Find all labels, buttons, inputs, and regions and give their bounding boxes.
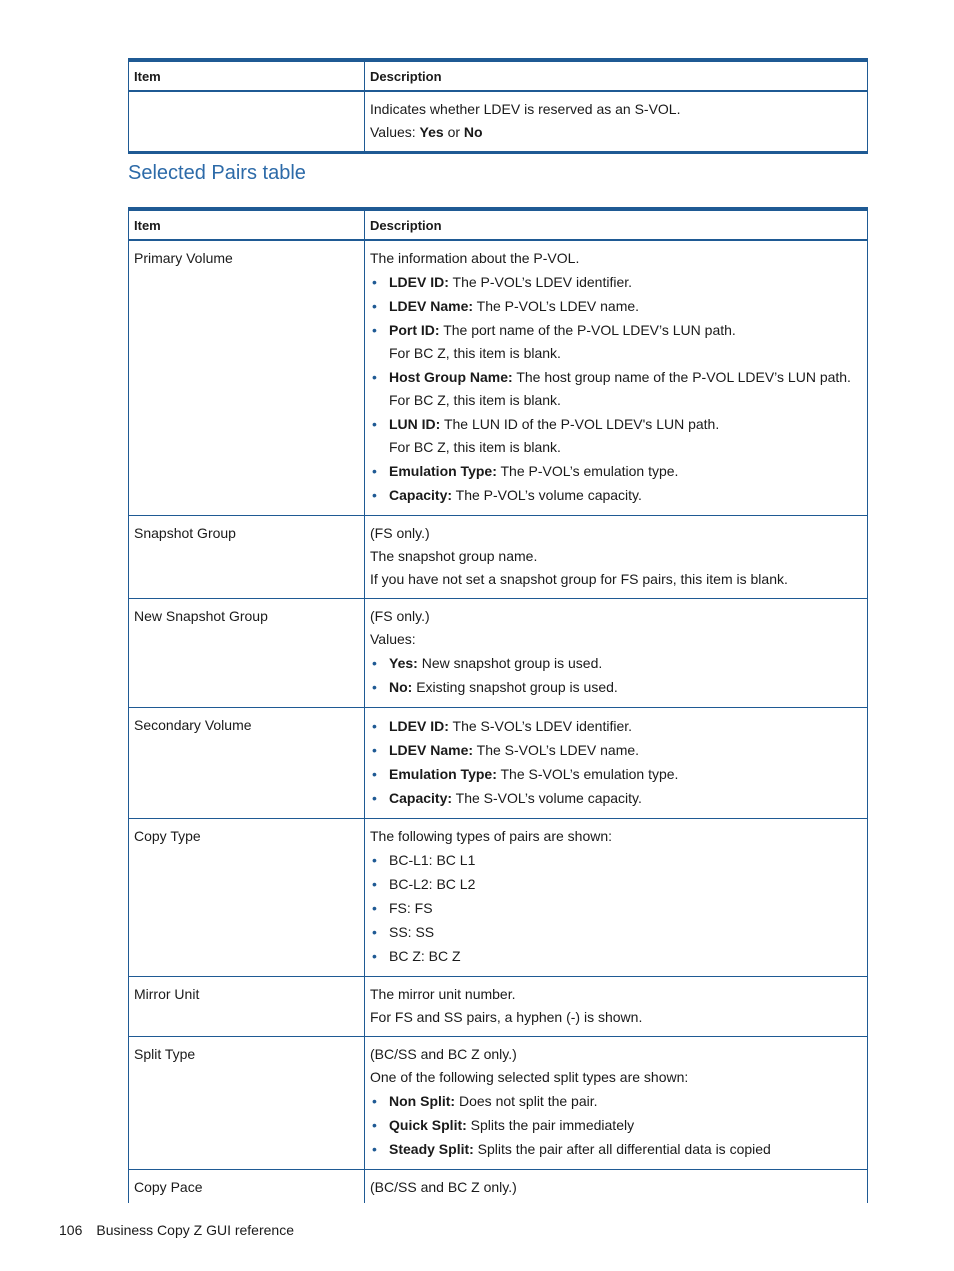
- item-cell: Primary Volume: [129, 240, 365, 516]
- value-yes: Yes: [419, 124, 444, 140]
- list-item: • LDEV ID: The S-VOL’s LDEV identifier.: [370, 715, 862, 738]
- list-item: • Steady Split: Splits the pair after all differential data is copied: [370, 1138, 862, 1161]
- item-cell: [129, 91, 365, 153]
- list-item: • No: Existing snapshot group is used.: [370, 676, 862, 699]
- bullet-list: [370, 652, 862, 699]
- description-cell: (FS only.) Values: • Yes: New snapshot group is used. • No: Existing snapshot group is used.: [365, 599, 868, 708]
- list-item: • LDEV Name: The S-VOL’s LDEV name.: [370, 739, 862, 762]
- item-cell: Secondary Volume: [129, 708, 365, 819]
- description-cell: (BC/SS and BC Z only.): [365, 1170, 868, 1204]
- table-header-row: [129, 60, 868, 91]
- list-item: • Capacity: The S-VOL’s volume capacity.: [370, 787, 862, 810]
- item-cell: Copy Pace: [129, 1170, 365, 1204]
- bullet-list: [370, 1090, 862, 1161]
- list-item: • Port ID: The port name of the P-VOL LDEV’s LUN path. For BC Z, this item is blank.: [370, 319, 862, 365]
- table-row-secondary-volume: [129, 708, 868, 819]
- table-row-snapshot-group: [129, 516, 868, 599]
- item-cell: Snapshot Group: [129, 516, 365, 599]
- table-row-primary-volume: [129, 240, 868, 516]
- table-row-mirror-unit: [129, 977, 868, 1037]
- bullet-list: [370, 715, 862, 810]
- table-row: [129, 91, 868, 153]
- section-title: Selected Pairs table: [128, 162, 306, 184]
- list-item: • SS: SS: [370, 921, 862, 944]
- list-item: • Capacity: The P-VOL’s volume capacity.: [370, 484, 862, 507]
- description-cell: (FS only.) The snapshot group name. If you have not set a snapshot group for FS pairs, this item is blank.: [365, 516, 868, 599]
- list-item: • LUN ID: The LUN ID of the P-VOL LDEV's LUN path. For BC Z, this item is blank.: [370, 413, 862, 459]
- reservation-table: [128, 58, 868, 154]
- list-item: • BC-L1: BC L1: [370, 849, 862, 872]
- description-cell: [365, 91, 868, 153]
- column-header-item: Item: [129, 60, 365, 91]
- table-row-split-type: [129, 1037, 868, 1170]
- description-cell: [365, 240, 868, 516]
- list-item: • Host Group Name: The host group name of the P-VOL LDEV’s LUN path. For BC Z, this item is blank.: [370, 366, 862, 412]
- description-cell: The following types of pairs are shown: • BC-L1: BC L1 • BC-L2: BC L2 • FS: FS • SS: SS • BC Z: BC Z: [365, 819, 868, 977]
- item-cell: Mirror Unit: [129, 977, 365, 1037]
- list-item: • Yes: New snapshot group is used.: [370, 652, 862, 675]
- list-item: • BC-L2: BC L2: [370, 873, 862, 896]
- item-cell: New Snapshot Group: [129, 599, 365, 708]
- list-item: • FS: FS: [370, 897, 862, 920]
- values-line: Values: Yes or No: [370, 124, 483, 140]
- list-item: • Emulation Type: The S-VOL’s emulation type.: [370, 763, 862, 786]
- list-item: • Non Split: Does not split the pair.: [370, 1090, 862, 1113]
- table-row-copy-pace: [129, 1170, 868, 1204]
- selected-pairs-table: [128, 207, 868, 1203]
- column-header-item: Item: [129, 209, 365, 240]
- list-item: • BC Z: BC Z: [370, 945, 862, 968]
- bullet-list: [370, 271, 862, 507]
- description-line: The information about the P-VOL.: [370, 250, 580, 266]
- bullet-list: [370, 849, 862, 968]
- description-line: Indicates whether LDEV is reserved as an S-VOL.: [370, 101, 681, 117]
- item-cell: Copy Type: [129, 819, 365, 977]
- list-item: • LDEV Name: The P-VOL’s LDEV name.: [370, 295, 862, 318]
- table-row-new-snapshot-group: [129, 599, 868, 708]
- table-header-row: [129, 209, 868, 240]
- value-no: No: [463, 124, 483, 140]
- table-row-copy-type: [129, 819, 868, 977]
- page-footer: [59, 1222, 294, 1238]
- column-header-description: Description: [365, 60, 868, 91]
- list-item: • Emulation Type: The P-VOL’s emulation type.: [370, 460, 862, 483]
- item-cell: Split Type: [129, 1037, 365, 1170]
- list-item: • LDEV ID: The P-VOL’s LDEV identifier.: [370, 271, 862, 294]
- column-header-description: Description: [365, 209, 868, 240]
- list-item: • Quick Split: Splits the pair immediately: [370, 1114, 862, 1137]
- description-cell: (BC/SS and BC Z only.) One of the following selected split types are shown: • Non Split: Does not split the pair. • Quick Split: Splits the pair immediately • Steady Split: Splits the pair after all differential data is copied: [365, 1037, 868, 1170]
- page-number: 106: [59, 1222, 83, 1238]
- description-cell: [365, 708, 868, 819]
- footer-title: Business Copy Z GUI reference: [96, 1222, 294, 1238]
- description-cell: The mirror unit number. For FS and SS pairs, a hyphen (-) is shown.: [365, 977, 868, 1037]
